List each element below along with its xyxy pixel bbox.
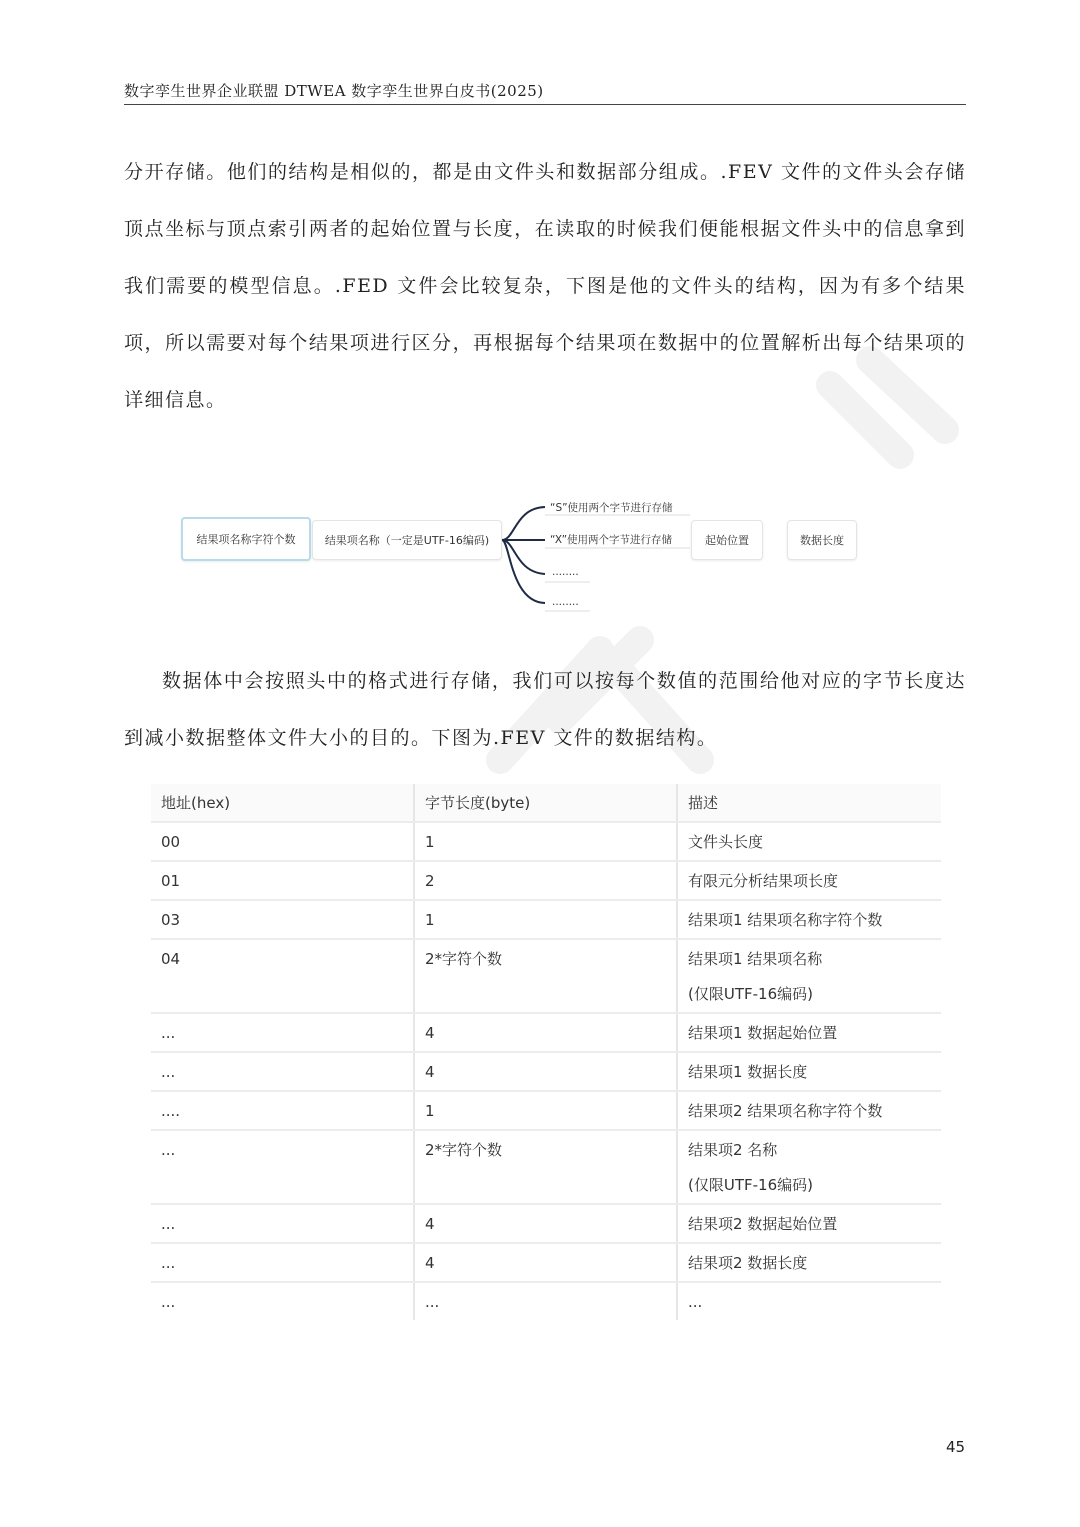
cell-description: [677, 1282, 941, 1320]
cell-address: ...: [151, 1282, 414, 1320]
cell-description: [677, 1013, 941, 1052]
description-line: 有限元分析结果项长度: [688, 872, 839, 890]
cell-length: 1: [414, 900, 677, 939]
table-row: [151, 1013, 941, 1052]
table-row: [151, 1243, 941, 1282]
branch-x: “X”使用两个字节进行存储: [550, 534, 673, 546]
branch-more-1: ........: [552, 566, 579, 578]
description-line: 结果项2 名称: [688, 1141, 778, 1159]
data-length-node: 数据长度: [787, 520, 857, 560]
table-row: [151, 939, 941, 1013]
cell-address: 01: [151, 861, 414, 900]
cell-description: [677, 1052, 941, 1091]
cell-address: ...: [151, 1130, 414, 1204]
table-row: [151, 1052, 941, 1091]
cell-length: 2*字符个数: [414, 939, 677, 1013]
cell-description: [677, 939, 941, 1013]
header-description: 描述: [677, 784, 941, 822]
cell-description: [677, 1204, 941, 1243]
cell-length: 4: [414, 1052, 677, 1091]
fev-data-structure-table: [151, 784, 941, 1320]
description-line: 结果项1 结果项名称字符个数: [688, 911, 883, 929]
header-byte-length: 字节长度(byte): [414, 784, 677, 822]
description-line: (仅限UTF-16编码): [688, 985, 813, 1003]
table-row: [151, 822, 941, 861]
table-row: [151, 861, 941, 900]
cell-address: ...: [151, 1243, 414, 1282]
page-number: 45: [946, 1438, 966, 1456]
description-line: 结果项1 数据长度: [688, 1063, 808, 1081]
description-line: 结果项1 数据起始位置: [688, 1024, 838, 1042]
file-header-diagram: [170, 490, 870, 620]
cell-description: [677, 861, 941, 900]
cell-description: [677, 1243, 941, 1282]
cell-length: 4: [414, 1013, 677, 1052]
table-row: [151, 1091, 941, 1130]
table-row: [151, 1282, 941, 1320]
cell-address: ...: [151, 1013, 414, 1052]
cell-address: ...: [151, 1052, 414, 1091]
table-row: [151, 900, 941, 939]
description-line: 文件头长度: [688, 833, 764, 851]
header-title: 数字孪生世界企业联盟 DTWEA 数字孪生世界白皮书(2025): [124, 82, 544, 100]
cell-length: 2: [414, 861, 677, 900]
result-name-node: 结果项名称（一定是UTF-16编码): [312, 520, 502, 560]
cell-address: ...: [151, 1204, 414, 1243]
description-line: 结果项2 数据长度: [688, 1254, 808, 1272]
header-divider: [124, 104, 966, 105]
table-header-row: [151, 784, 941, 822]
cell-description: [677, 1091, 941, 1130]
cell-length: 1: [414, 822, 677, 861]
cell-length: 1: [414, 1091, 677, 1130]
description-line: 结果项1 结果项名称: [688, 950, 823, 968]
cell-length: 2*字符个数: [414, 1130, 677, 1204]
cell-description: [677, 822, 941, 861]
cell-length: 4: [414, 1204, 677, 1243]
body-paragraph-1: 分开存储。他们的结构是相似的，都是由文件头和数据部分组成。.FEV 文件的文件头会存储顶点坐标与顶点索引两者的起始位置与长度，在读取的时候我们便能根据文件头中的信息拿到我们需要的模型信息。.FED 文件会比较复杂，下图是他的文件头的结构，因为有多个结果项，所以需要对每个结果项进行区分，再根据每个结果项在数据中的位置解析出每个结果项的详细信息。: [124, 161, 966, 411]
cell-length: 4: [414, 1243, 677, 1282]
cell-address: ....: [151, 1091, 414, 1130]
body-paragraph-2: 数据体中会按照头中的格式进行存储，我们可以按每个数值的范围给他对应的字节长度达到减小数据整体文件大小的目的。下图为.FEV 文件的数据结构。: [124, 670, 966, 749]
name-char-count-node: 结果项名称字符个数: [181, 517, 311, 561]
description-line: 结果项2 结果项名称字符个数: [688, 1102, 883, 1120]
description-line: 结果项2 数据起始位置: [688, 1215, 838, 1233]
description-line: (仅限UTF-16编码): [688, 1176, 813, 1194]
table-row: [151, 1130, 941, 1204]
branch-more-2: ........: [552, 596, 579, 608]
cell-address: 00: [151, 822, 414, 861]
cell-address: 03: [151, 900, 414, 939]
cell-description: [677, 900, 941, 939]
branch-s: “S”使用两个字节进行存储: [550, 502, 673, 514]
cell-address: 04: [151, 939, 414, 1013]
header-address: 地址(hex): [151, 784, 414, 822]
table-row: [151, 1204, 941, 1243]
description-line: ...: [688, 1293, 703, 1311]
start-position-node: 起始位置: [691, 520, 763, 560]
cell-length: ...: [414, 1282, 677, 1320]
cell-description: [677, 1130, 941, 1204]
